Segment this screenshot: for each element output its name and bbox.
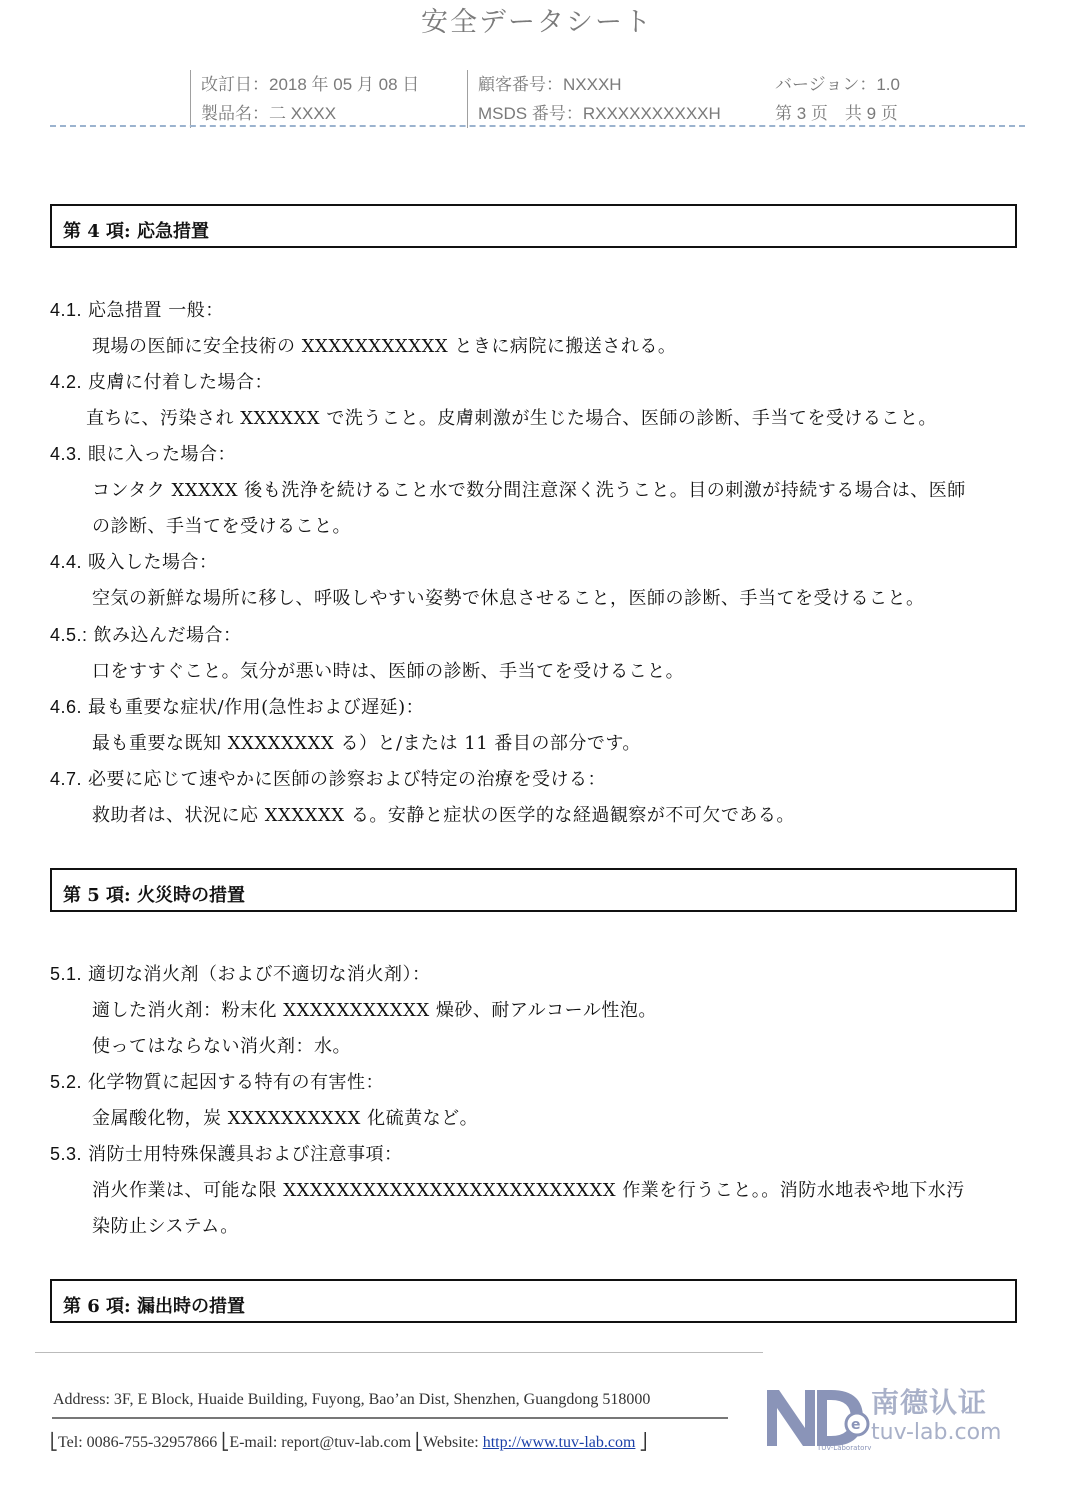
section-title: 第 6 項: 漏出時の措置 — [63, 1296, 245, 1317]
item-5-1-heading: 5.1. 適切な消火剤（および不適切な消火剤）： — [50, 964, 431, 985]
item-5-3-heading: 5.3. 消防士用特殊保護具および注意事項： — [50, 1144, 403, 1165]
item-5-2-body: 金属酸化物，炭 XXXXXXXXXX 化硫黄など。 — [92, 1108, 479, 1129]
item-4-7-heading: 4.7. 必要に応じて速やかに医師の診察および特定の治療を受ける： — [50, 769, 607, 790]
footer-address: Address: 3F, E Block, Huaide Building, Fuyong, Bao’an Dist, Shenzhen, Guangdong 518000 — [53, 1391, 651, 1408]
footer-divider — [35, 1352, 763, 1353]
header-left — [201, 70, 419, 128]
footer-website-label: Website: — [423, 1434, 483, 1451]
item-4-6-heading: 4.6. 最も重要な症状/作用(急性および遅延)： — [50, 697, 425, 718]
item-5-1-body-cont: 使ってはならない消火剤：水。 — [92, 1036, 351, 1057]
item-5-2-heading: 5.2. 化学物質に起因する特有の有害性： — [50, 1072, 385, 1093]
footer-tel: Tel: 0086-755-32957866 — [58, 1434, 218, 1451]
footer-address-underline — [52, 1417, 728, 1419]
customer-number: 顧客番号：NXXXH — [478, 75, 622, 94]
item-5-3-body-cont: 染防止システム。 — [92, 1216, 239, 1237]
item-4-4-body: 空気の新鮮な場所に移し、呼吸しやすい姿勢で休息させること，医師の診断、手当てを受けること。 — [92, 588, 925, 609]
header-separator — [467, 70, 468, 128]
product-name: 製品名：二 XXXX — [201, 104, 337, 123]
section-title: 第 5 項: 火災時の措置 — [63, 885, 245, 906]
document-title: 安全データシート — [421, 7, 653, 38]
header-right — [775, 70, 900, 128]
item-4-5-body: 口をすすぐこと。気分が悪い時は、医師の診断、手当てを受けること。 — [92, 661, 685, 682]
item-4-7-body: 救助者は、状況に応 XXXXXX る。安静と症状の医学的な経過観察が不可欠である。 — [92, 805, 795, 826]
section-6-header — [50, 1279, 1017, 1323]
msds-number: MSDS 番号：RXXXXXXXXXXH — [478, 104, 721, 123]
header-divider — [50, 125, 1025, 127]
item-4-1-body: 現場の医師に安全技術の XXXXXXXXXXX ときに病院に搬送される。 — [92, 336, 677, 357]
item-4-4-heading: 4.4. 吸入した場合： — [50, 552, 218, 573]
item-4-3-heading: 4.3. 眼に入った場合： — [50, 444, 237, 465]
item-5-3-body: 消火作業は、可能な限 XXXXXXXXXXXXXXXXXXXXXXXXX 作業を行うこと。。消防水地表や地下水汚 — [92, 1180, 965, 1201]
header-separator — [190, 70, 191, 128]
item-4-1-heading: 4.1. 応急措置 一般： — [50, 300, 224, 321]
section-4-header — [50, 204, 1017, 248]
version: バージョン：1.0 — [775, 75, 900, 94]
header-middle — [478, 70, 721, 128]
item-4-3-body-cont: の診断、手当てを受けること。 — [92, 516, 351, 537]
item-4-3-body: コンタク XXXXX 後も洗浄を続けること水で数分間注意深く洗うこと。目の刺激が持続する場合は、医師 — [92, 480, 966, 501]
item-4-2-heading: 4.2. 皮膚に付着した場合： — [50, 372, 274, 393]
footer-website-link[interactable]: http://www.tuv-lab.com — [482, 1434, 636, 1451]
logo-domain-text: tuv-lab.com — [871, 1420, 1002, 1445]
footer-contact: ⎣Tel: 0086-755-32957866 ⎣E-mail: report@tuv-lab.com ⎣Website: http://www.tuv-lab.com ⎦ — [50, 1434, 648, 1451]
item-4-6-body: 最も重要な既知 XXXXXXXX る）と/または 11 番目の部分です。 — [92, 733, 641, 754]
svg-text:e: e — [851, 1417, 861, 1433]
item-5-1-body: 適した消火剤：粉末化 XXXXXXXXXXX 燥砂、耐アルコール性泡。 — [92, 1000, 657, 1021]
logo-chinese-text: 南德认证 — [871, 1386, 988, 1419]
section-title: 第 4 項: 応急措置 — [63, 221, 209, 242]
revision-date: 改訂日：2018 年 05 月 08 日 — [201, 75, 420, 94]
footer-email: E-mail: report@tuv-lab.com — [229, 1434, 412, 1451]
logo-mark-text: TUV-Laboratory — [817, 1444, 872, 1450]
item-4-5-heading: 4.5.: 飲み込んだ場合： — [50, 625, 242, 646]
section-5-header — [50, 868, 1017, 912]
item-4-2-body: 直ちに、汚染され XXXXXX で洗うこと。皮膚刺激が生じた場合、医師の診断、手当てを受けること。 — [86, 408, 937, 429]
page-number: 第 3 页 共 9 页 — [775, 104, 898, 123]
